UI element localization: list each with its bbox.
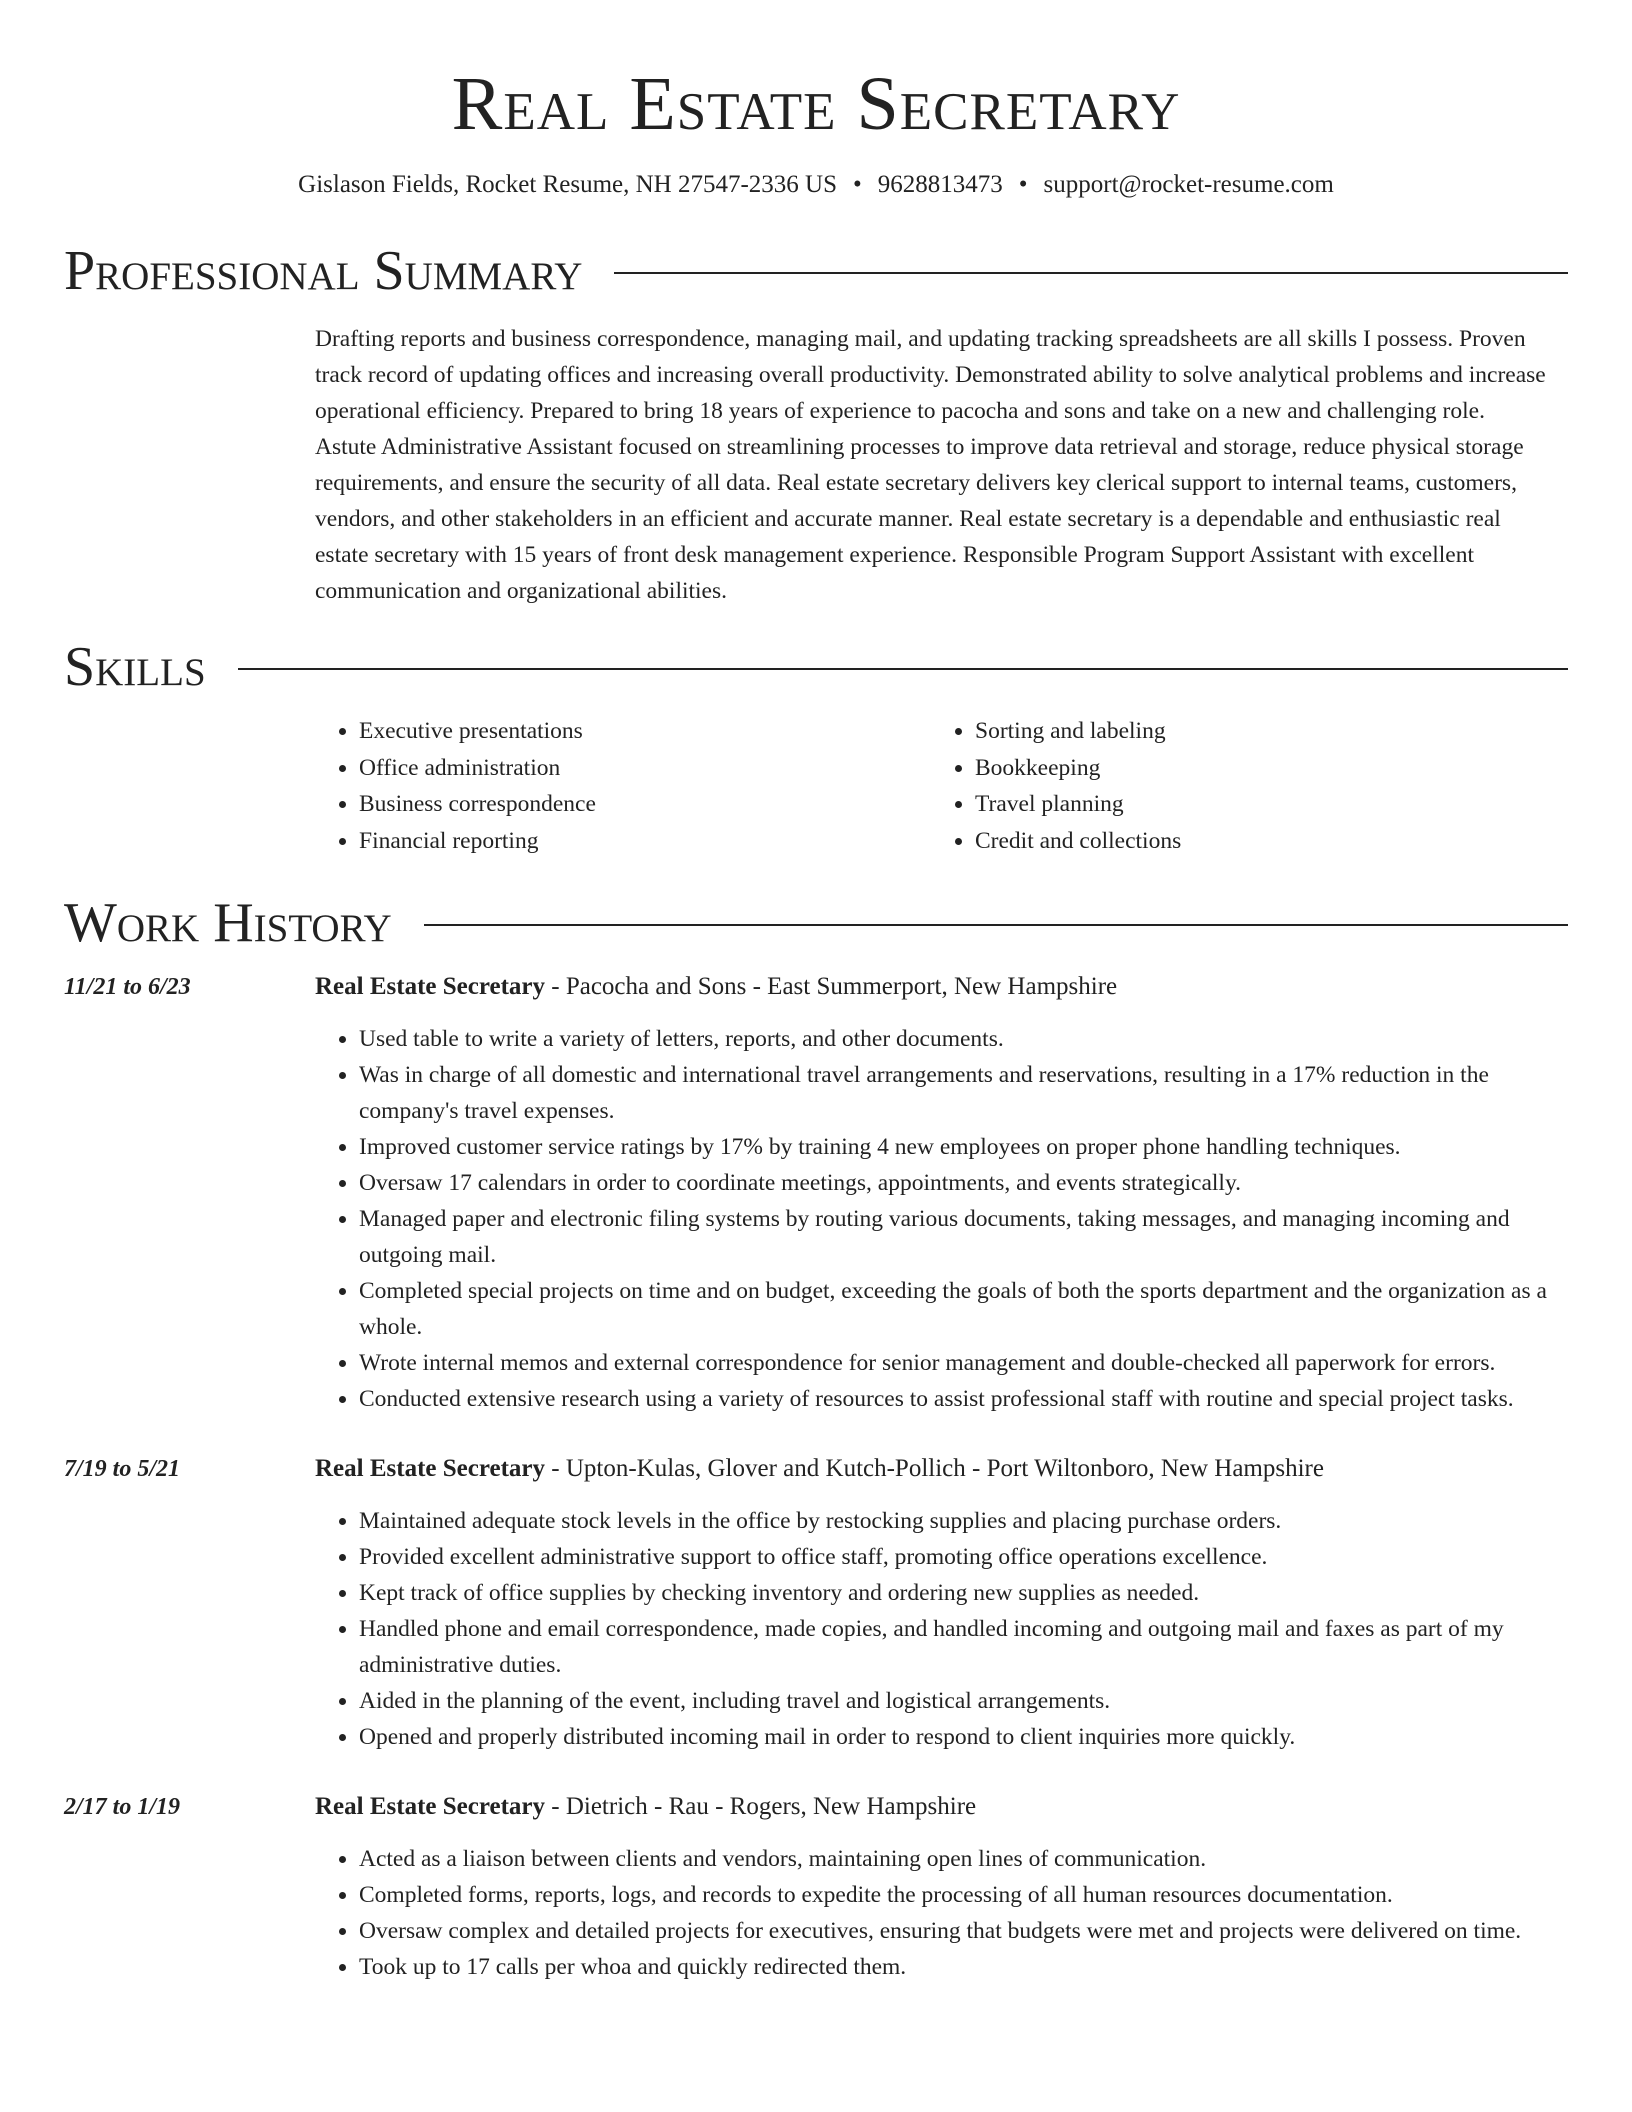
skill-item: • Credit and collections <box>975 823 1547 860</box>
skill-item: • Sorting and labeling <box>975 713 1547 750</box>
job-bullet: • Oversaw complex and detailed projects for executives, ensuring that budgets were met and projects were delivered on time. <box>359 1913 1568 1949</box>
candidate-name: Real Estate Secretary <box>451 62 1181 146</box>
skill-item: • Executive presentations <box>359 713 931 750</box>
job-body <box>315 1451 1568 1755</box>
section-divider <box>238 668 1568 670</box>
job-bullets <box>315 1021 1568 1417</box>
skills-heading-row <box>64 631 1568 703</box>
skill-item: • Office administration <box>359 750 931 787</box>
summary-section <box>64 235 1568 609</box>
job-bullets <box>315 1841 1568 1985</box>
job-employer-location: - Dietrich - Rau - Rogers, New Hampshire <box>545 1793 977 1820</box>
skill-item: • Travel planning <box>975 786 1547 823</box>
job-bullet: • Provided excellent administrative support to office staff, promoting office operations excellence. <box>359 1539 1568 1575</box>
job-bullets <box>315 1503 1568 1755</box>
skills-column-right <box>931 713 1547 859</box>
skills-column-left <box>315 713 931 859</box>
job-bullet: • Opened and properly distributed incoming mail in order to respond to client inquiries more quickly. <box>359 1719 1568 1755</box>
job-bullet: • Managed paper and electronic filing systems by routing various documents, taking messages, and managing incoming and outgoing mail. <box>359 1201 1568 1273</box>
job-dates: 7/19 to 5/21 <box>64 1456 181 1482</box>
job-dates: 2/17 to 1/19 <box>64 1794 181 1820</box>
job-bullet: • Handled phone and email correspondence, made copies, and handled incoming and outgoing mail and faxes as part of my administrative duties. <box>359 1611 1568 1683</box>
summary-text: Drafting reports and business correspondence, managing mail, and updating tracking spreadsheets are all skills I possess. Proven track record of updating offices and increasing overall productivity. Demonstrated ability to solve analytical problems and increase operational efficiency. Prepared to bring 18 years of experience to pacocha and sons and take on a new and challenging role. Astute Administrative Assistant focused on streamlining processes to improve data retrieval and storage, reduce physical storage requirements, and ensure the security of all data. Real estate secretary delivers key clerical support to internal teams, customers, vendors, and other stakeholders in an efficient and accurate manner. Real estate secretary is a dependable and enthusiastic real estate secretary with 15 years of front desk management experience. Responsible Program Support Assistant with excellent communication and organizational abilities. <box>315 326 1546 604</box>
job-bullet: • Took up to 17 calls per whoa and quickly redirected them. <box>359 1949 1568 1985</box>
job-bullet: • Kept track of office supplies by checking inventory and ordering new supplies as needed. <box>359 1575 1568 1611</box>
job-bullet: • Aided in the planning of the event, including travel and logistical arrangements. <box>359 1683 1568 1719</box>
job-bullet: • Was in charge of all domestic and international travel arrangements and reservations, resulting in a 17% reduction in the company's travel expenses. <box>359 1057 1568 1129</box>
contact-phone: 9628813473 <box>877 171 1003 198</box>
contact-separator: • <box>853 171 862 198</box>
job-bullet: • Oversaw 17 calendars in order to coordinate meetings, appointments, and events strategically. <box>359 1165 1568 1201</box>
job-entry <box>64 1451 1568 1755</box>
job-bullet: • Wrote internal memos and external correspondence for senior management and double-checked all paperwork for errors. <box>359 1345 1568 1381</box>
work-history-heading-row <box>64 887 1568 959</box>
job-body <box>315 969 1568 1417</box>
summary-heading-row <box>64 235 1568 307</box>
job-title: Real Estate Secretary <box>315 973 546 1000</box>
job-title-line <box>315 1451 1568 1487</box>
job-body <box>315 1789 1568 1985</box>
contact-line <box>64 171 1568 199</box>
skills-section <box>64 631 1568 859</box>
job-employer-location: - Upton-Kulas, Glover and Kutch-Pollich - Port Wiltonboro, New Hampshire <box>545 1455 1324 1482</box>
summary-heading: Professional Summary <box>64 240 583 302</box>
job-entry <box>64 1789 1568 1985</box>
job-entry <box>64 969 1568 1417</box>
job-bullet: • Conducted extensive research using a variety of resources to assist professional staff with routine and special project tasks. <box>359 1381 1568 1417</box>
job-bullet: • Improved customer service ratings by 17% by training 4 new employees on proper phone handling techniques. <box>359 1129 1568 1165</box>
section-divider <box>614 272 1568 274</box>
work-history-heading: Work History <box>64 892 392 954</box>
skills-heading: Skills <box>64 636 206 698</box>
work-history-section <box>64 887 1568 1985</box>
section-divider <box>424 924 1568 926</box>
skill-item: • Business correspondence <box>359 786 931 823</box>
contact-address: Gislason Fields, Rocket Resume, NH 27547-2336 US <box>298 171 838 198</box>
job-title-line <box>315 1789 1568 1825</box>
job-bullet: • Acted as a liaison between clients and vendors, maintaining open lines of communication. <box>359 1841 1568 1877</box>
contact-email: support@rocket-resume.com <box>1043 171 1334 198</box>
job-dates: 11/21 to 6/23 <box>64 974 191 1000</box>
job-title: Real Estate Secretary <box>315 1793 546 1820</box>
job-title-line <box>315 969 1568 1005</box>
job-title: Real Estate Secretary <box>315 1455 546 1482</box>
job-bullet: • Completed forms, reports, logs, and records to expedite the processing of all human resources documentation. <box>359 1877 1568 1913</box>
skill-item: • Financial reporting <box>359 823 931 860</box>
contact-separator: • <box>1018 171 1028 198</box>
job-bullet: • Maintained adequate stock levels in the office by restocking supplies and placing purchase orders. <box>359 1503 1568 1539</box>
job-bullet: • Used table to write a variety of letters, reports, and other documents. <box>359 1021 1568 1057</box>
skills-list <box>315 713 1568 859</box>
job-bullet: • Completed special projects on time and on budget, exceeding the goals of both the sports department and the organization as a whole. <box>359 1273 1568 1345</box>
skill-item: • Bookkeeping <box>975 750 1547 787</box>
job-employer-location: - Pacocha and Sons - East Summerport, New Hampshire <box>545 973 1118 1000</box>
